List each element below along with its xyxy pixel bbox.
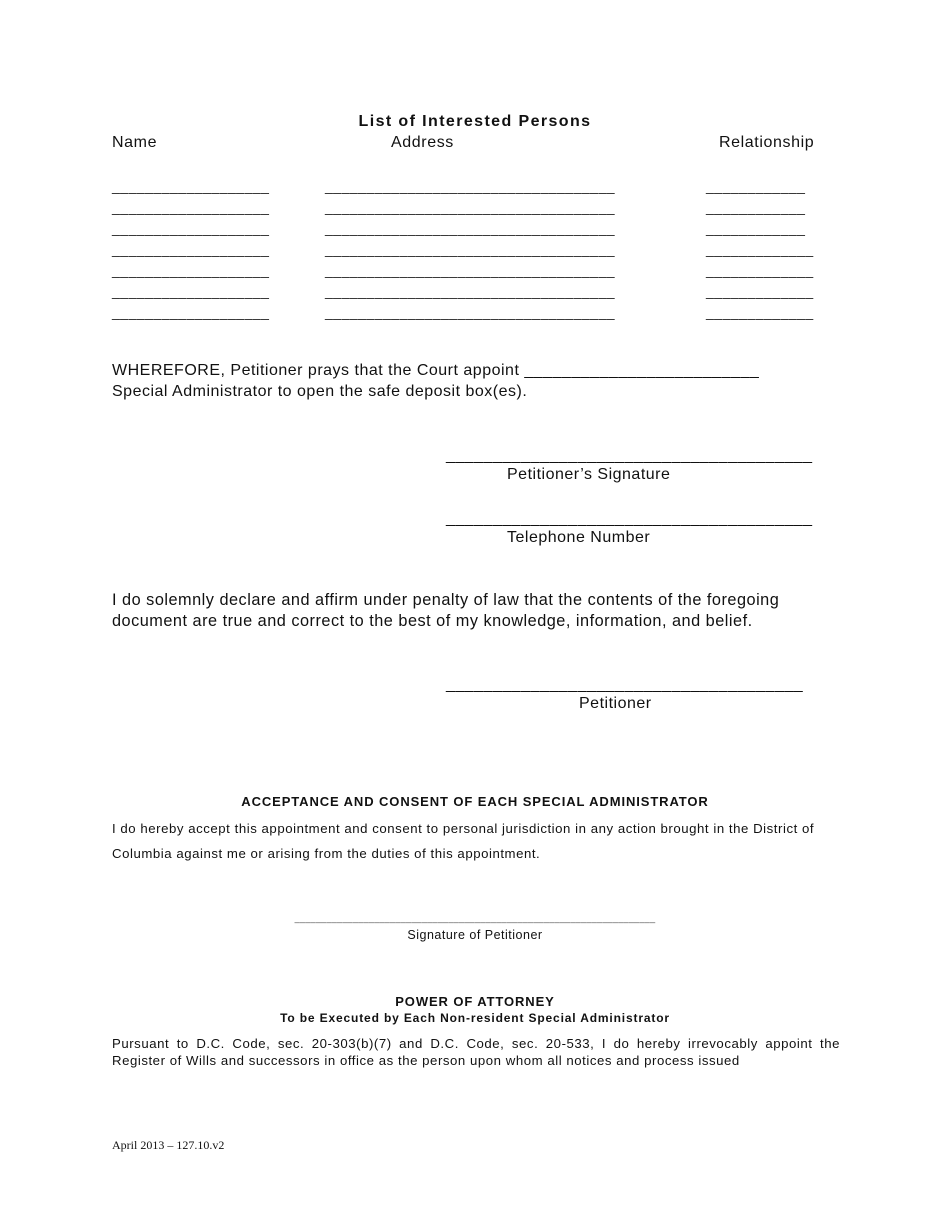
telephone-number-line[interactable]: _______________________________________ [446,510,813,527]
list-title: List of Interested Persons [358,113,592,130]
table-row [112,302,842,323]
column-header-relationship: Relationship [719,134,815,151]
acceptance-signature-label: Signature of Petitioner [407,928,543,942]
address-blank[interactable]: ___________________________________ [325,241,616,257]
address-blank[interactable]: ___________________________________ [325,283,616,299]
name-blank[interactable]: ___________________ [112,241,270,257]
form-version-footer: April 2013 – 127.10.v2 [112,1138,225,1152]
petitioner-signature-label: Petitioner’s Signature [507,466,671,483]
address-blank[interactable]: ___________________________________ [325,220,616,236]
power-of-attorney-text: Pursuant to D.C. Code, sec. 20-303(b)(7) and D.C. Code, sec. 20-533, I do hereby irrevocably appoint the Register of Wills and successors in office as the person upon whom all notices and process issued [112,1036,840,1068]
table-row [112,239,842,260]
telephone-number-label: Telephone Number [507,529,651,546]
name-blank[interactable]: ___________________ [112,178,270,194]
petitioner-signature-line[interactable]: _______________________________________ [446,447,813,464]
relationship-blank[interactable]: ____________ [706,199,806,215]
acceptance-signature-line[interactable]: ____________________________________________________________________ [294,913,656,923]
address-blank[interactable]: ___________________________________ [325,304,616,320]
relationship-blank[interactable]: ____________ [706,178,806,194]
wherefore-line-2: Special Administrator to open the safe deposit box(es). [112,383,528,400]
table-row [112,197,842,218]
petitioner-declaration-line[interactable]: ______________________________________ [446,676,804,693]
column-header-name: Name [112,134,158,151]
address-blank[interactable]: ___________________________________ [325,262,616,278]
relationship-blank[interactable]: _____________ [706,283,814,299]
acceptance-text: I do hereby accept this appointment and consent to personal jurisdiction in any action brought in the District of Columbia against me or arising from the duties of this appointment. [112,821,815,861]
power-of-attorney-subheading: To be Executed by Each Non-resident Special Administrator [280,1011,670,1025]
relationship-blank[interactable]: _____________ [706,241,814,257]
interested-persons-table [112,176,842,323]
table-row [112,176,842,197]
table-row [112,218,842,239]
name-blank[interactable]: ___________________ [112,283,270,299]
address-blank[interactable]: ___________________________________ [325,199,616,215]
wherefore-line-1: WHEREFORE, Petitioner prays that the Court appoint _________________________ [112,362,760,379]
name-blank[interactable]: ___________________ [112,199,270,215]
relationship-blank[interactable]: _____________ [706,304,814,320]
address-blank[interactable]: ___________________________________ [325,178,616,194]
petitioner-declaration-label: Petitioner [579,695,652,712]
acceptance-heading: ACCEPTANCE AND CONSENT OF EACH SPECIAL ADMINISTRATOR [241,794,709,809]
name-blank[interactable]: ___________________ [112,220,270,236]
name-blank[interactable]: ___________________ [112,304,270,320]
table-row [112,281,842,302]
relationship-blank[interactable]: ____________ [706,220,806,236]
power-of-attorney-heading: POWER OF ATTORNEY [395,994,555,1009]
column-header-address: Address [391,134,454,151]
relationship-blank[interactable]: _____________ [706,262,814,278]
name-blank[interactable]: ___________________ [112,262,270,278]
declaration-text: I do solemnly declare and affirm under penalty of law that the contents of the foregoing document are true and correct to the best of my knowledge, information, and belief. [112,591,780,630]
table-row [112,260,842,281]
